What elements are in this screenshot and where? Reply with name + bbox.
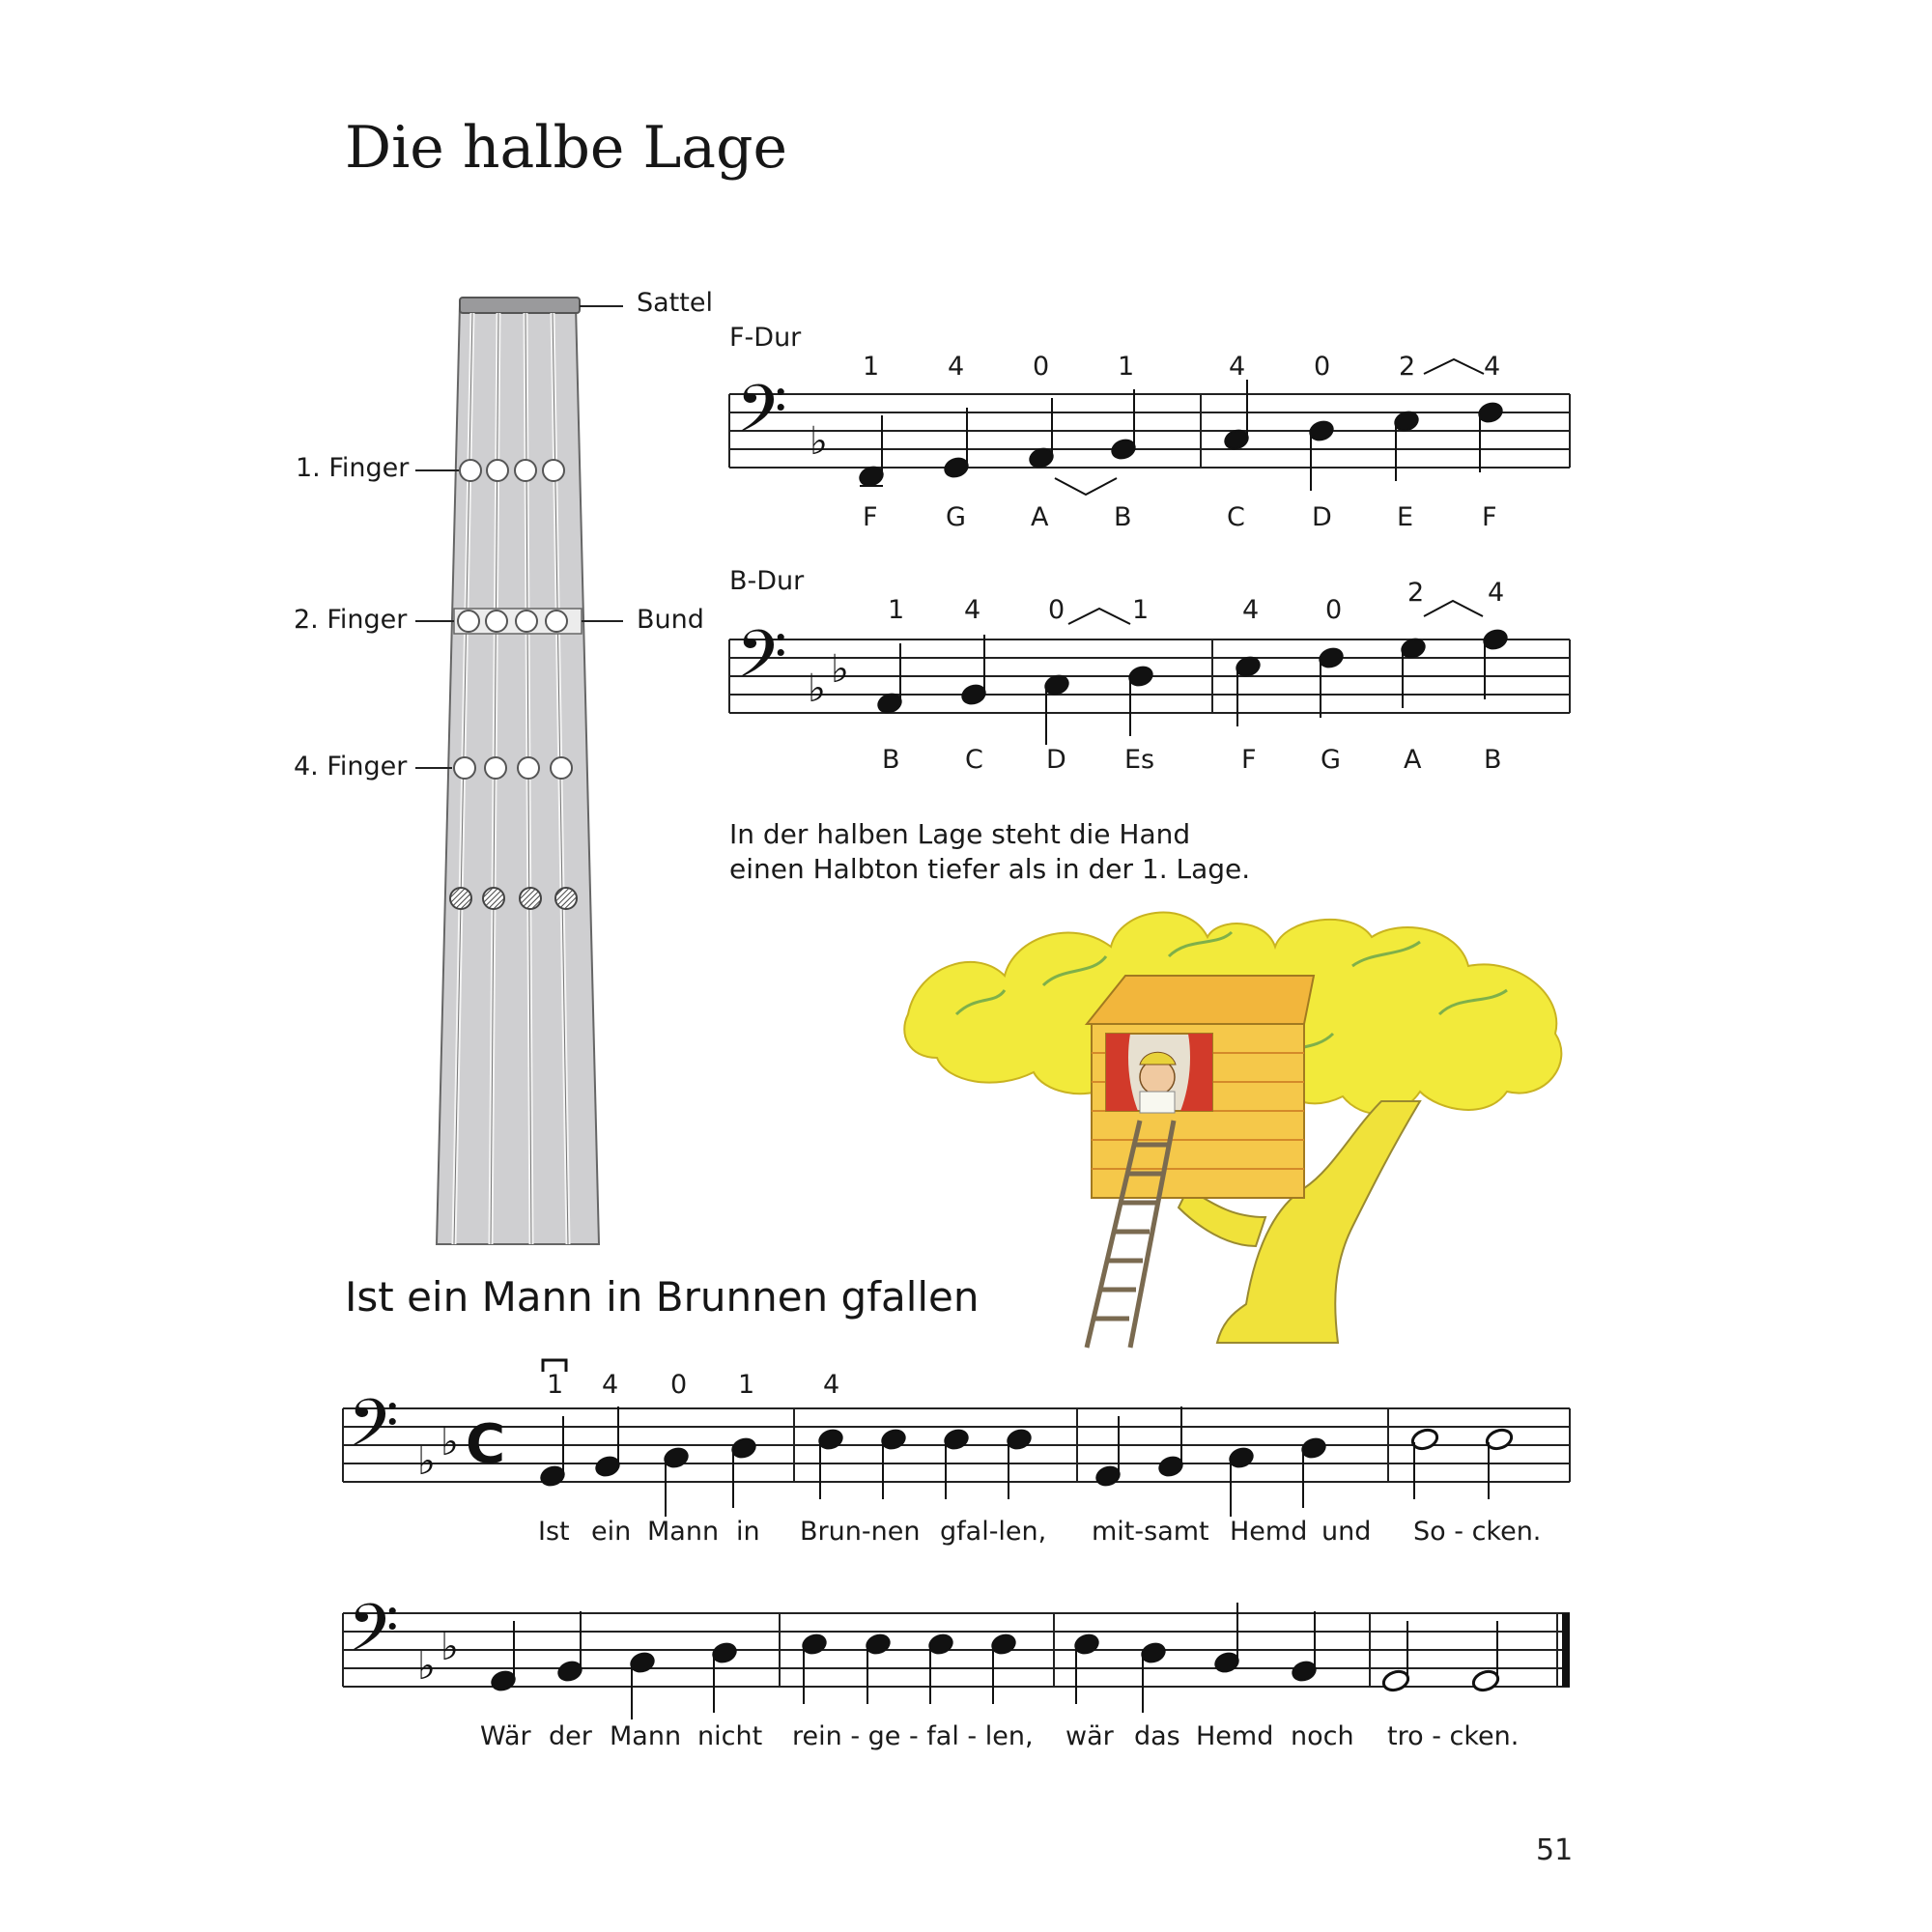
b-dur-fingering: 1	[888, 595, 905, 625]
finger1-label: 1. Finger	[296, 453, 410, 483]
f-dur-note-name: B	[1114, 502, 1132, 532]
b-dur-note-name: A	[1404, 745, 1422, 775]
b-dur-fingering: 0	[1048, 595, 1065, 625]
lyric: Ist	[538, 1517, 570, 1547]
f-dur-fingering: 2	[1399, 352, 1416, 382]
lyric: rein - ge - fal - len,	[792, 1721, 1034, 1751]
song-fingering: 0	[670, 1370, 688, 1400]
b-dur-note-name: Es	[1124, 745, 1155, 775]
flat-icon: ♭	[831, 647, 849, 692]
lyric: tro - cken.	[1387, 1721, 1520, 1751]
lyric: in	[736, 1517, 760, 1547]
final-barline	[1562, 1613, 1570, 1687]
f-dur-note-name: F	[863, 502, 878, 532]
song-staff-line-1	[338, 1343, 1584, 1517]
flat-icon: ♭	[440, 1420, 459, 1464]
explanation-text	[729, 817, 1250, 887]
song-fingering: 1	[738, 1370, 755, 1400]
b-dur-fingering: 0	[1325, 595, 1343, 625]
b-dur-note-name: B	[882, 745, 900, 775]
flat-icon: ♭	[417, 1644, 436, 1689]
f-dur-note-name: C	[1227, 502, 1245, 532]
common-time-icon: C	[466, 1413, 506, 1476]
flat-icon: ♭	[417, 1439, 436, 1484]
lyric: und	[1321, 1517, 1372, 1547]
f-dur-fingering: 4	[1484, 352, 1501, 382]
song-fingering: 4	[823, 1370, 840, 1400]
b-dur-note-name: F	[1241, 745, 1257, 775]
page-number: 51	[1536, 1833, 1574, 1867]
lyric: ein	[591, 1517, 632, 1547]
lyric: Mann	[647, 1517, 720, 1547]
lyric: noch	[1291, 1721, 1354, 1751]
lyric: gfal-len,	[940, 1517, 1047, 1547]
f-dur-note-name: G	[946, 502, 966, 532]
finger4-label: 4. Finger	[294, 752, 408, 781]
f-dur-note-name: D	[1312, 502, 1332, 532]
b-dur-fingering: 4	[1488, 578, 1505, 608]
b-dur-note-name: B	[1484, 745, 1502, 775]
f-dur-fingering: 1	[863, 352, 880, 382]
scale-name-f-dur: F-Dur	[729, 323, 802, 353]
f-dur-fingering: 1	[1118, 352, 1135, 382]
lyric: nicht	[697, 1721, 763, 1751]
explanation-line: einen Halbton tiefer als in der 1. Lage.	[729, 853, 1251, 885]
treehouse-icon	[904, 913, 1561, 1348]
halfstep-mark-d-es	[1068, 609, 1130, 624]
b-dur-note-name: G	[1321, 745, 1341, 775]
lyric: wär	[1065, 1721, 1114, 1751]
finger2-label: 2. Finger	[294, 605, 408, 635]
b-dur-note-name: D	[1046, 745, 1066, 775]
lyric: So - cken.	[1413, 1517, 1542, 1547]
lyric: mit-samt	[1092, 1517, 1209, 1547]
lyric: Brun-nen	[800, 1517, 921, 1547]
scale-name-b-dur: B-Dur	[729, 566, 805, 596]
bass-clef-icon: 𝄢	[736, 617, 787, 709]
nut	[460, 298, 580, 313]
b-dur-fingering: 1	[1132, 595, 1150, 625]
halfstep-mark-e-f	[1424, 359, 1484, 374]
lyric: der	[549, 1721, 592, 1751]
treehouse-illustration	[898, 898, 1575, 1352]
halfstep-mark-a-b	[1055, 478, 1117, 495]
bass-clef-icon: 𝄢	[348, 1386, 399, 1478]
b-dur-fingering: 4	[964, 595, 981, 625]
song-staff-line-2	[338, 1565, 1584, 1719]
bass-clef-icon: 𝄢	[736, 372, 787, 464]
flat-icon: ♭	[440, 1625, 459, 1669]
halfstep-mark-a-b	[1424, 601, 1483, 616]
f-dur-note-name: F	[1482, 502, 1497, 532]
sattel-label: Sattel	[637, 288, 713, 318]
lyric: Mann	[610, 1721, 682, 1751]
bund-label: Bund	[637, 605, 704, 635]
flat-icon: ♭	[808, 667, 826, 711]
b-dur-fingering: 2	[1407, 578, 1425, 608]
f-dur-staff	[715, 348, 1584, 541]
f-dur-fingering: 0	[1314, 352, 1331, 382]
b-dur-fingering: 4	[1242, 595, 1260, 625]
b-dur-note-name: C	[965, 745, 983, 775]
f-dur-fingering: 0	[1033, 352, 1050, 382]
page-title: Die halbe Lage	[345, 114, 787, 182]
song-title: Ist ein Mann in Brunnen gfallen	[345, 1273, 980, 1321]
f-dur-note-name: E	[1397, 502, 1414, 532]
song-fingering: 4	[602, 1370, 619, 1400]
lyric: Hemd	[1230, 1517, 1308, 1547]
song-fingering: 1	[547, 1370, 564, 1400]
flat-icon: ♭	[810, 419, 828, 464]
f-dur-fingering: 4	[948, 352, 965, 382]
lyric: Wär	[480, 1721, 531, 1751]
f-dur-note-name: A	[1031, 502, 1049, 532]
bass-clef-icon: 𝄢	[348, 1591, 399, 1683]
lyric: Hemd	[1196, 1721, 1274, 1751]
explanation-line: In der halben Lage steht die Hand	[729, 818, 1191, 850]
f-dur-fingering: 4	[1229, 352, 1246, 382]
lyric: das	[1134, 1721, 1180, 1751]
